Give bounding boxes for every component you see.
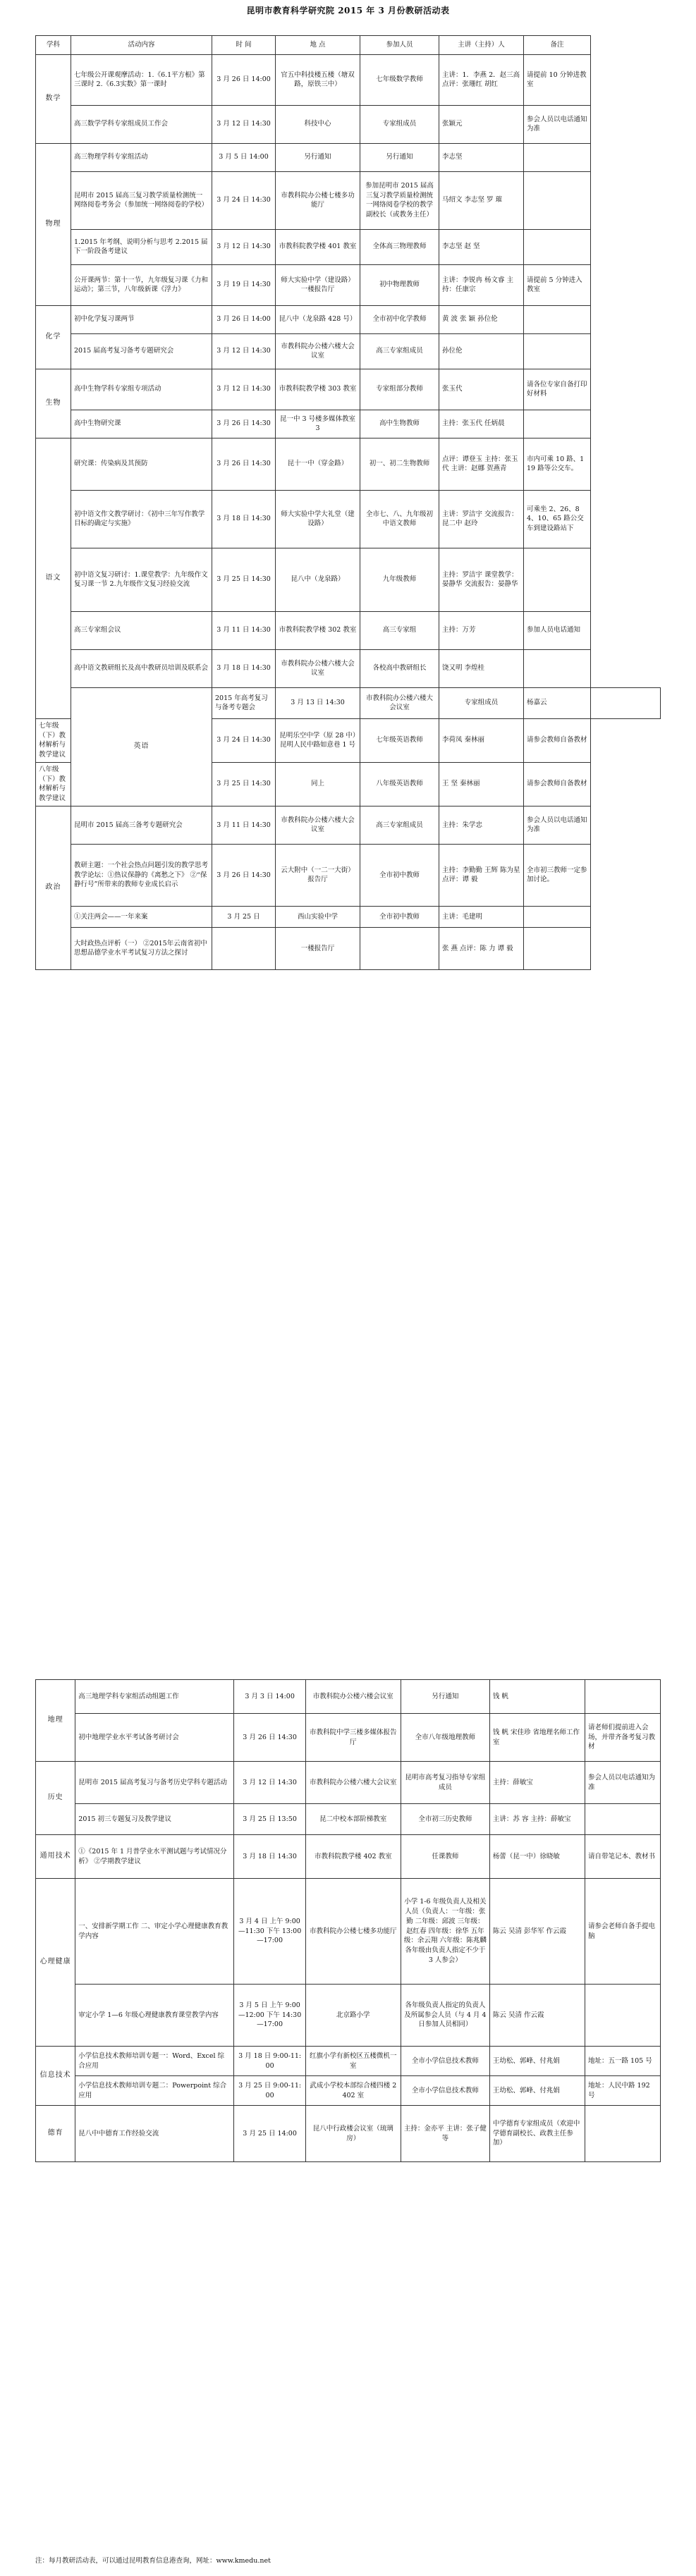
time-cell: 3 月 18 日 9:00-11:00 <box>234 2047 305 2076</box>
time-cell: 3 月 26 日 14:30 <box>212 438 276 490</box>
time-cell: 3 月 25 日 14:30 <box>212 548 276 611</box>
header-content: 活动内容 <box>71 36 212 55</box>
participants-cell: 昆明市高考复习指导专家组成员 <box>401 1762 489 1804</box>
activity-content-cell: 七年级公开课观摩活动：1.《6.1平方根》第三课时 2.《6.3实数》第一课时 <box>71 54 212 105</box>
table-row <box>36 1985 661 2047</box>
note-cell <box>524 927 591 969</box>
table-row <box>36 171 661 229</box>
note-cell: 市内可乘 10 路、119 路等公交车。 <box>524 438 591 490</box>
participants-cell: 各年级负责人指定的负责人及所属参会人员（与 4 月 4 日参加人员相同） <box>401 1985 489 2047</box>
table-row <box>36 906 661 927</box>
participants-cell: 初中物理教师 <box>360 264 439 305</box>
table-row <box>36 264 661 305</box>
time-cell: 3 月 25 日 14:30 <box>212 762 276 806</box>
participants-cell: 小学 1-6 年级负责人及相关人员（负责人：一年级：张勤 二年级：邱波 三年级：赵红春 四年级：徐华 五年级：余云翔 六年级：陈兆麟各年级由负责人指定不少于 3 人参会） <box>401 1879 489 1985</box>
host-cell: 张 燕 点评：陈 力 谭 毅 <box>439 927 524 969</box>
activity-content-cell: ①关注两会——一年来案 <box>71 906 212 927</box>
participants-cell: 主持：金亦平 主讲：张子健 等 <box>401 2106 489 2162</box>
header-time: 时 间 <box>212 36 276 55</box>
activity-content-cell: 初中化学复习课两节 <box>71 305 212 333</box>
subject-cell: 化学 <box>36 305 71 369</box>
note-cell <box>524 143 591 171</box>
place-cell: 昆八中行政楼会议室（琉璃房） <box>305 2106 401 2162</box>
time-cell: 3 月 18 日 14:30 <box>234 1835 305 1879</box>
activity-content-cell: 小学信息技术教师培训专题一：Word、Excel 综合应用 <box>75 2047 234 2076</box>
subject-cell: 信息技术 <box>36 2047 75 2106</box>
note-cell: 请各位专家自备打印好材料 <box>524 369 591 410</box>
place-cell: 红旗小学有新校区五楼微机一室 <box>305 2047 401 2076</box>
time-cell: 3 月 26 日 14:00 <box>212 54 276 105</box>
table-row <box>36 229 661 264</box>
activity-content-cell: 2015 年高考复习与备考专题会 <box>212 687 276 718</box>
activity-content-cell: 高中生物研究课 <box>71 410 212 438</box>
header-host: 主讲（主持）人 <box>439 36 524 55</box>
host-cell: 主持：李勤勤 王辉 陈为星 点评：谭 毅 <box>439 844 524 906</box>
place-cell: 西山实验中学 <box>276 906 360 927</box>
activity-content-cell: 七年级（下）教材解析与教学建议 <box>36 718 71 762</box>
time-cell: 3 月 25 日 <box>212 906 276 927</box>
participants-cell: 七年级数学教师 <box>360 54 439 105</box>
activity-content-cell: 2015 初三专题复习及教学建议 <box>75 1804 234 1835</box>
note-cell: 请自带笔记本、教材书 <box>585 1835 661 1879</box>
note-cell <box>524 548 591 611</box>
host-cell: 张颖元 <box>439 105 524 143</box>
activity-content-cell: 一、安排新学期工作 二、审定小学心理健康教育教学内容 <box>75 1879 234 1985</box>
subject-cell: 德育 <box>36 2106 75 2162</box>
table-row <box>36 844 661 906</box>
host-cell: 黄 波 张 颖 孙位伦 <box>439 305 524 333</box>
table-row <box>36 548 661 611</box>
place-cell: 市教科院中学三楼多媒体报告厅 <box>305 1714 401 1762</box>
note-cell: 参会人员以电话通知为准 <box>585 1762 661 1804</box>
table-row <box>36 806 661 844</box>
subject-cell: 历史 <box>36 1762 75 1835</box>
place-cell: 市教科院办公楼七楼多功能厅 <box>276 171 360 229</box>
participants-cell: 参加昆明市 2015 届高三复习教学质量检测统一网络阅卷学校的教学副校长（或教务主任） <box>360 171 439 229</box>
host-cell: 主持：罗洁宇 课堂教学：晏静华 交流报告：晏静华 <box>439 548 524 611</box>
activity-content-cell: 初中地理学业水平考试备考研讨会 <box>75 1714 234 1762</box>
time-cell: 3 月 11 日 14:30 <box>212 806 276 844</box>
table-row <box>36 54 661 105</box>
host-cell: 主讲：李锐冉 杨文睿 主持：任康宗 <box>439 264 524 305</box>
subject-cell: 地理 <box>36 1680 75 1762</box>
participants-cell: 高三专家组成员 <box>360 333 439 369</box>
activity-content-cell: 高中生物学科专家组专项活动 <box>71 369 212 410</box>
time-cell: 3 月 5 日 上午 9:00—12:00 下午 14:30—17:00 <box>234 1985 305 2047</box>
place-cell: 昆十一中（穿金路） <box>276 438 360 490</box>
table-header-row <box>36 36 661 55</box>
place-cell: 市教科院办公楼六楼大会议室 <box>276 806 360 844</box>
place-cell: 同上 <box>276 762 360 806</box>
footer-note: 注：每月教研活动表，可以通过昆明教育信息港查询，网址：www.kmedu.net <box>35 2557 271 2565</box>
participants-cell <box>360 927 439 969</box>
participants-cell: 七年级英语教师 <box>360 718 439 762</box>
place-cell: 市教科院办公楼六楼会议室 <box>305 1680 401 1714</box>
header-participants: 参加人员 <box>360 36 439 55</box>
subject-cell: 英语 <box>71 687 212 806</box>
note-cell <box>524 410 591 438</box>
participants-cell: 全市初三历史教师 <box>401 1804 489 1835</box>
time-cell: 3 月 12 日 14:30 <box>212 369 276 410</box>
time-cell: 3 月 26 日 14:00 <box>212 305 276 333</box>
subject-cell: 物理 <box>36 143 71 305</box>
note-cell: 可乘坐 2、26、84、10、65 路公交车到建设路站下 <box>524 490 591 548</box>
activity-content-cell: 高三专家组会议 <box>71 611 212 649</box>
note-cell: 参会人员以电话通知为准 <box>524 105 591 143</box>
host-cell: 杨嘉云 <box>524 687 591 718</box>
activity-content-cell: 教研主题：一个社会热点问题引发的教学思考 教学论坛：①热议保静的《离愁之下》 ②“保静行号”所带来的教师专业成长启示 <box>71 844 212 906</box>
table-row <box>36 927 661 969</box>
activity-content-cell: 1.2015 年考纲、说明分析与思考 2.2015 届下一阶段备考建议 <box>71 229 212 264</box>
participants-cell: 全市八年级地理教师 <box>401 1714 489 1762</box>
activity-content-cell: 初中语文作文教学研讨：《初中三年写作教学目标的确定与实施》 <box>71 490 212 548</box>
table-row <box>36 1835 661 1879</box>
host-cell: 马绍文 李志坚 罗 璀 <box>439 171 524 229</box>
table-row <box>36 143 661 171</box>
participants-cell: 各校高中教研组长 <box>360 649 439 687</box>
participants-cell: 全市小学信息技术教师 <box>401 2047 489 2076</box>
place-cell: 昆八中（龙泉路） <box>276 548 360 611</box>
place-cell: 科技中心 <box>276 105 360 143</box>
note-cell <box>524 649 591 687</box>
activity-content-cell: 审定小学 1—6 年级心理健康教育课堂教学内容 <box>75 1985 234 2047</box>
note-cell <box>585 1985 661 2047</box>
host-cell: 张玉代 <box>439 369 524 410</box>
note-cell <box>585 1804 661 1835</box>
time-cell: 3 月 11 日 14:30 <box>212 611 276 649</box>
place-cell: 云大附中（一二一大街）报告厅 <box>276 844 360 906</box>
time-cell: 3 月 25 日 14:00 <box>234 2106 305 2162</box>
subject-cell: 数学 <box>36 54 71 143</box>
note-cell: 参加人员电话通知 <box>524 611 591 649</box>
schedule-table <box>35 1679 661 2162</box>
place-cell: 武成小学校本部综合楼四楼 2402 室 <box>305 2076 401 2106</box>
host-cell: 主持：万芳 <box>439 611 524 649</box>
time-cell: 3 月 12 日 14:30 <box>234 1762 305 1804</box>
participants-cell: 任课教师 <box>401 1835 489 1879</box>
place-cell: 市教科院教学楼 302 教室 <box>276 611 360 649</box>
table-row <box>36 687 661 718</box>
activity-content-cell: 小学信息技术教师培训专题二：Powerpoint 综合应用 <box>75 2076 234 2106</box>
participants-cell: 九年级教师 <box>360 548 439 611</box>
activity-content-cell: 高三数学学科专家组成员工作会 <box>71 105 212 143</box>
place-cell: 市教科院办公楼七楼多功能厅 <box>305 1879 401 1985</box>
participants-cell: 八年级英语教师 <box>360 762 439 806</box>
host-cell: 王幼松、郭峰、付兆娟 <box>489 2047 585 2076</box>
host-cell: 主讲：毛建明 <box>439 906 524 927</box>
schedule-table-part2 <box>35 1679 661 2162</box>
place-cell: 市教科院办公楼六楼大会议室 <box>360 687 439 718</box>
time-cell: 3 月 24 日 14:30 <box>212 718 276 762</box>
note-cell <box>524 906 591 927</box>
activity-content-cell: 昆明市 2015 届高三复习教学质量检测统一网络阅卷考务会（参加统一网络阅卷的学校） <box>71 171 212 229</box>
host-cell: 李志坚 赵 坚 <box>439 229 524 264</box>
place-cell: 昆明乐空中学（原 28 中）昆明人民中路如意巷 1 号 <box>276 718 360 762</box>
participants-cell: 全市初中化学教师 <box>360 305 439 333</box>
time-cell: 3 月 26 日 14:30 <box>212 410 276 438</box>
table-row <box>36 1714 661 1762</box>
participants-cell: 全体高三物理教师 <box>360 229 439 264</box>
note-cell: 请老师们提前进入会场，并带齐备考复习教材 <box>585 1714 661 1762</box>
participants-cell: 初一、初二生物教师 <box>360 438 439 490</box>
time-cell: 3 月 5 日 14:00 <box>212 143 276 171</box>
host-cell: 主持：张玉代 任炳晨 <box>439 410 524 438</box>
table-row <box>36 1879 661 1985</box>
note-cell <box>585 1680 661 1714</box>
note-cell: 请提前 10 分钟进教室 <box>524 54 591 105</box>
table-row <box>36 2076 661 2106</box>
host-cell: 李荷凤 秦林丽 <box>439 718 524 762</box>
host-cell: 钱 帆 <box>489 1680 585 1714</box>
subject-cell: 心理健康 <box>36 1879 75 2047</box>
activity-content-cell: 研究课：传染病及其预防 <box>71 438 212 490</box>
note-cell <box>524 229 591 264</box>
note-cell: 地址：人民中路 192 号 <box>585 2076 661 2106</box>
subject-cell: 通用技术 <box>36 1835 75 1879</box>
table-row <box>36 438 661 490</box>
place-cell: 师大实验中学（建设路）一楼报告厅 <box>276 264 360 305</box>
table-body <box>36 54 661 969</box>
place-cell: 市教科院办公楼六楼大会议室 <box>305 1762 401 1804</box>
host-cell: 陈云 吴清 作云霞 <box>489 1985 585 2047</box>
time-cell: 3 月 12 日 14:30 <box>212 105 276 143</box>
host-cell: 李志坚 <box>439 143 524 171</box>
place-cell: 另行通知 <box>276 143 360 171</box>
time-cell <box>212 927 276 969</box>
header-note: 备注 <box>524 36 591 55</box>
time-cell: 3 月 18 日 14:30 <box>212 649 276 687</box>
host-cell: 陈云 吴清 彭华军 作云霞 <box>489 1879 585 1985</box>
place-cell: 一楼报告厅 <box>276 927 360 969</box>
participants-cell: 高中生物教师 <box>360 410 439 438</box>
activity-content-cell: 2015 届高考复习备考专题研究会 <box>71 333 212 369</box>
table-row <box>36 369 661 410</box>
host-cell: 点评：谭登玉 主持：张玉代 主讲：赵娜 贺燕青 <box>439 438 524 490</box>
table-row <box>36 410 661 438</box>
schedule-table-part1 <box>35 35 661 970</box>
host-cell: 主讲：苏 容 主持：薛敏宝 <box>489 1804 585 1835</box>
time-cell: 3 月 26 日 14:30 <box>234 1714 305 1762</box>
activity-content-cell: ①《2015 年 1 月普学业水平测试题与考试情况分析》 ②学期教学建议 <box>75 1835 234 1879</box>
subject-cell: 政治 <box>36 806 71 969</box>
table-row <box>36 105 661 143</box>
host-cell: 杨蕾（昆一中）徐晓敏 <box>489 1835 585 1879</box>
place-cell: 市教科院教学楼 402 教室 <box>305 1835 401 1879</box>
participants-cell: 专家组成员 <box>439 687 524 718</box>
time-cell: 3 月 13 日 14:30 <box>276 687 360 718</box>
participants-cell: 另行通知 <box>401 1680 489 1714</box>
time-cell: 3 月 12 日 14:30 <box>212 229 276 264</box>
note-cell: 请参会老师自备手提电脑 <box>585 1879 661 1985</box>
time-cell: 3 月 26 日 14:30 <box>212 844 276 906</box>
note-cell: 地址：五一路 105 号 <box>585 2047 661 2076</box>
note-cell <box>524 171 591 229</box>
subject-cell: 生物 <box>36 369 71 438</box>
table-row <box>36 333 661 369</box>
host-cell: 孙位伦 <box>439 333 524 369</box>
host-cell: 主持：薛敏宝 <box>489 1762 585 1804</box>
note-cell: 请参会教师自备教材 <box>524 718 591 762</box>
table-row <box>36 2047 661 2076</box>
time-cell: 3 月 4 日 上午 9:00—11:30 下午 13:00—17:00 <box>234 1879 305 1985</box>
activity-content-cell: 昆明市 2015 届高考复习与备考历史学科专题活动 <box>75 1762 234 1804</box>
participants-cell: 专家组成员 <box>360 105 439 143</box>
host-cell: 饶又明 李煌桂 <box>439 649 524 687</box>
host-cell: 中学德育专家组成员（欢迎中学德育副校长、政教主任参加） <box>489 2106 585 2162</box>
note-cell <box>585 2106 661 2162</box>
participants-cell: 全市小学信息技术教师 <box>401 2076 489 2106</box>
participants-cell: 高三专家组成员 <box>360 806 439 844</box>
note-cell <box>524 333 591 369</box>
place-cell: 市教科院办公楼六楼大会议室 <box>276 649 360 687</box>
participants-cell: 高三专家组 <box>360 611 439 649</box>
activity-content-cell: 公开课两节：第十一节，九年级复习课《力和运动》；第三节，八年级新课《浮力》 <box>71 264 212 305</box>
note-cell: 全市初三教师一定参加讨论。 <box>524 844 591 906</box>
note-cell: 请提前 5 分钟进入教室 <box>524 264 591 305</box>
place-cell: 昆二中校本部阶梯教室 <box>305 1804 401 1835</box>
place-cell: 官五中科技楼五楼（塘双路，原铁三中） <box>276 54 360 105</box>
note-cell <box>591 687 661 718</box>
place-cell: 北京路小学 <box>305 1985 401 2047</box>
table-body <box>36 1680 661 2162</box>
activity-content-cell: 高中语文教研组长及高中教研员培训及联系会 <box>71 649 212 687</box>
activity-content-cell: 昆明市 2015 届高三备考专题研究会 <box>71 806 212 844</box>
table-row <box>36 490 661 548</box>
participants-cell: 全市七、八、九年级初中语文教师 <box>360 490 439 548</box>
host-cell: 王幼松、郭峰、付兆娟 <box>489 2076 585 2106</box>
place-cell: 市教科院教学楼 401 教室 <box>276 229 360 264</box>
place-cell: 师大实验中学大礼堂（建设路） <box>276 490 360 548</box>
time-cell: 3 月 24 日 14:30 <box>212 171 276 229</box>
host-cell: 主讲：罗洁宇 交流报告：昆二中 赵玲 <box>439 490 524 548</box>
participants-cell: 全市初中教师 <box>360 906 439 927</box>
host-cell: 钱 帆 宋佳珍 省地理名师工作室 <box>489 1714 585 1762</box>
schedule-table <box>35 35 661 970</box>
header-subject: 学科 <box>36 36 71 55</box>
activity-content-cell: 高三物理学科专家组活动 <box>71 143 212 171</box>
place-cell: 市教科院办公楼六楼大会议室 <box>276 333 360 369</box>
participants-cell: 全市初中教师 <box>360 844 439 906</box>
activity-content-cell: 初中语文复习研讨：1.课堂教学：九年级作文复习课一节 2.九年级作文复习经验交流 <box>71 548 212 611</box>
place-cell: 昆八中（龙泉路 428 号） <box>276 305 360 333</box>
table-row <box>36 1680 661 1714</box>
activity-content-cell: 高三地理学科专家组活动组题工作 <box>75 1680 234 1714</box>
subject-cell: 语文 <box>36 438 71 718</box>
time-cell: 3 月 12 日 14:30 <box>212 333 276 369</box>
table-row <box>36 305 661 333</box>
note-cell: 参会人员以电话通知为准 <box>524 806 591 844</box>
activity-content-cell: 昆八中中德育工作经验交流 <box>75 2106 234 2162</box>
table-row <box>36 1804 661 1835</box>
participants-cell: 另行通知 <box>360 143 439 171</box>
note-cell: 请参会教师自备教材 <box>524 762 591 806</box>
table-row <box>36 649 661 687</box>
time-cell: 3 月 25 日 13:50 <box>234 1804 305 1835</box>
time-cell: 3 月 3 日 14:00 <box>234 1680 305 1714</box>
table-row <box>36 611 661 649</box>
table-row <box>36 1762 661 1804</box>
note-cell <box>524 305 591 333</box>
participants-cell: 专家组部分教师 <box>360 369 439 410</box>
activity-content-cell: 大时政热点评析（一） ②2015年云南省初中思想品德学业水平考试复习方法之探讨 <box>71 927 212 969</box>
host-cell: 王 坚 秦林丽 <box>439 762 524 806</box>
activity-content-cell: 八年级（下）教材解析与教学建议 <box>36 762 71 806</box>
time-cell: 3 月 25 日 9:00-11:00 <box>234 2076 305 2106</box>
time-cell: 3 月 19 日 14:30 <box>212 264 276 305</box>
table-row <box>36 2106 661 2162</box>
page-title: 昆明市教育科学研究院 2015 年 3 月份教研活动表 <box>246 6 450 16</box>
header-place: 地 点 <box>276 36 360 55</box>
place-cell: 市教科院教学楼 303 教室 <box>276 369 360 410</box>
place-cell: 昆一中 3 号楼多媒体教室 3 <box>276 410 360 438</box>
time-cell: 3 月 18 日 14:30 <box>212 490 276 548</box>
host-cell: 主持：朱学忠 <box>439 806 524 844</box>
host-cell: 主讲：1．李燕 2．赵三高 点评：张珊红 胡红 <box>439 54 524 105</box>
